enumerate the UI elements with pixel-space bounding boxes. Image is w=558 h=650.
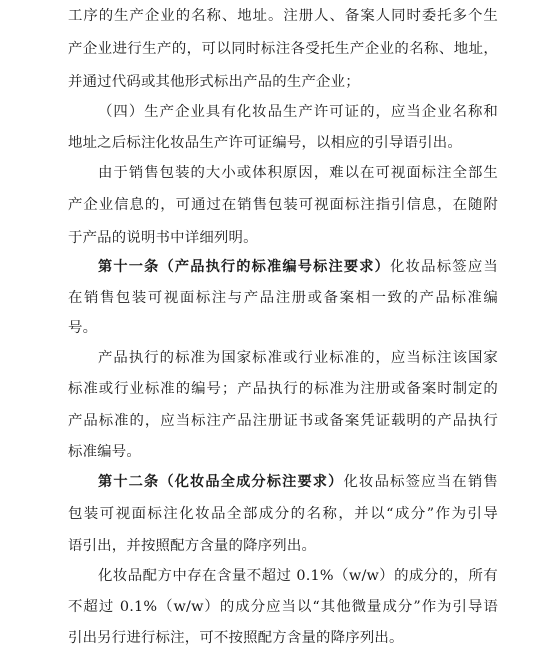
text-line: （四）生产企业具有化妆品生产许可证的，应当企业名称和 (98, 104, 498, 120)
text-line: 在销售包装可视面标注与产品注册或备案相一致的产品标准编 (68, 290, 498, 306)
article-12-heading: 第十二条（化妆品全成分标注要求） (98, 474, 344, 490)
text-line: 由于销售包装的大小或体积原因，难以在可视面标注全部生 (98, 165, 498, 181)
article-11-text: 化妆品标签应当 (389, 259, 498, 275)
text-line: 号。 (68, 320, 98, 336)
text-line: 产企业信息的，可通过在销售包装可视面标注指引信息，在随附 (68, 197, 498, 213)
text-line: 工序的生产企业的名称、地址。注册人、备案人同时委托多个生 (68, 8, 498, 24)
article-12-first-line (98, 470, 498, 494)
text-line: 产品标准的，应当标注产品注册证书或备案凭证载明的产品执行 (68, 413, 498, 429)
text-line: 标准或行业标准的编号；产品执行的标准为注册或备案时制定的 (68, 381, 498, 397)
text-line: 于产品的说明书中详细列明。 (68, 230, 258, 246)
text-line: 化妆品配方中存在含量不超过 0.1%（w/w）的成分的，所有 (98, 568, 498, 584)
text-line: 产品执行的标准为国家标准或行业标准的，应当标注该国家 (98, 350, 498, 366)
text-line: 不超过 0.1%（w/w）的成分应当以“其他微量成分”作为引导语 (68, 599, 498, 615)
text-line: 并通过代码或其他形式标出产品的生产企业； (68, 74, 360, 90)
article-11-heading: 第十一条（产品执行的标准编号标注要求） (98, 259, 390, 275)
text-line: 引出另行进行标注，可不按照配方含量的降序列出。 (68, 630, 404, 646)
text-line: 地址之后标注化妆品生产许可证编号，以相应的引导语引出。 (68, 135, 462, 151)
text-line: 产企业进行生产的，可以同时标注各受托生产企业的名称、地址， (68, 41, 498, 57)
article-12-text: 化妆品标签应当在销售 (343, 474, 498, 490)
text-line: 标准编号。 (68, 444, 141, 460)
text-line: 语引出，并按照配方含量的降序列出。 (68, 538, 317, 554)
article-11-first-line (98, 255, 498, 279)
text-line: 包装可视面标注化妆品全部成分的名称，并以“成分”作为引导 (68, 506, 498, 522)
